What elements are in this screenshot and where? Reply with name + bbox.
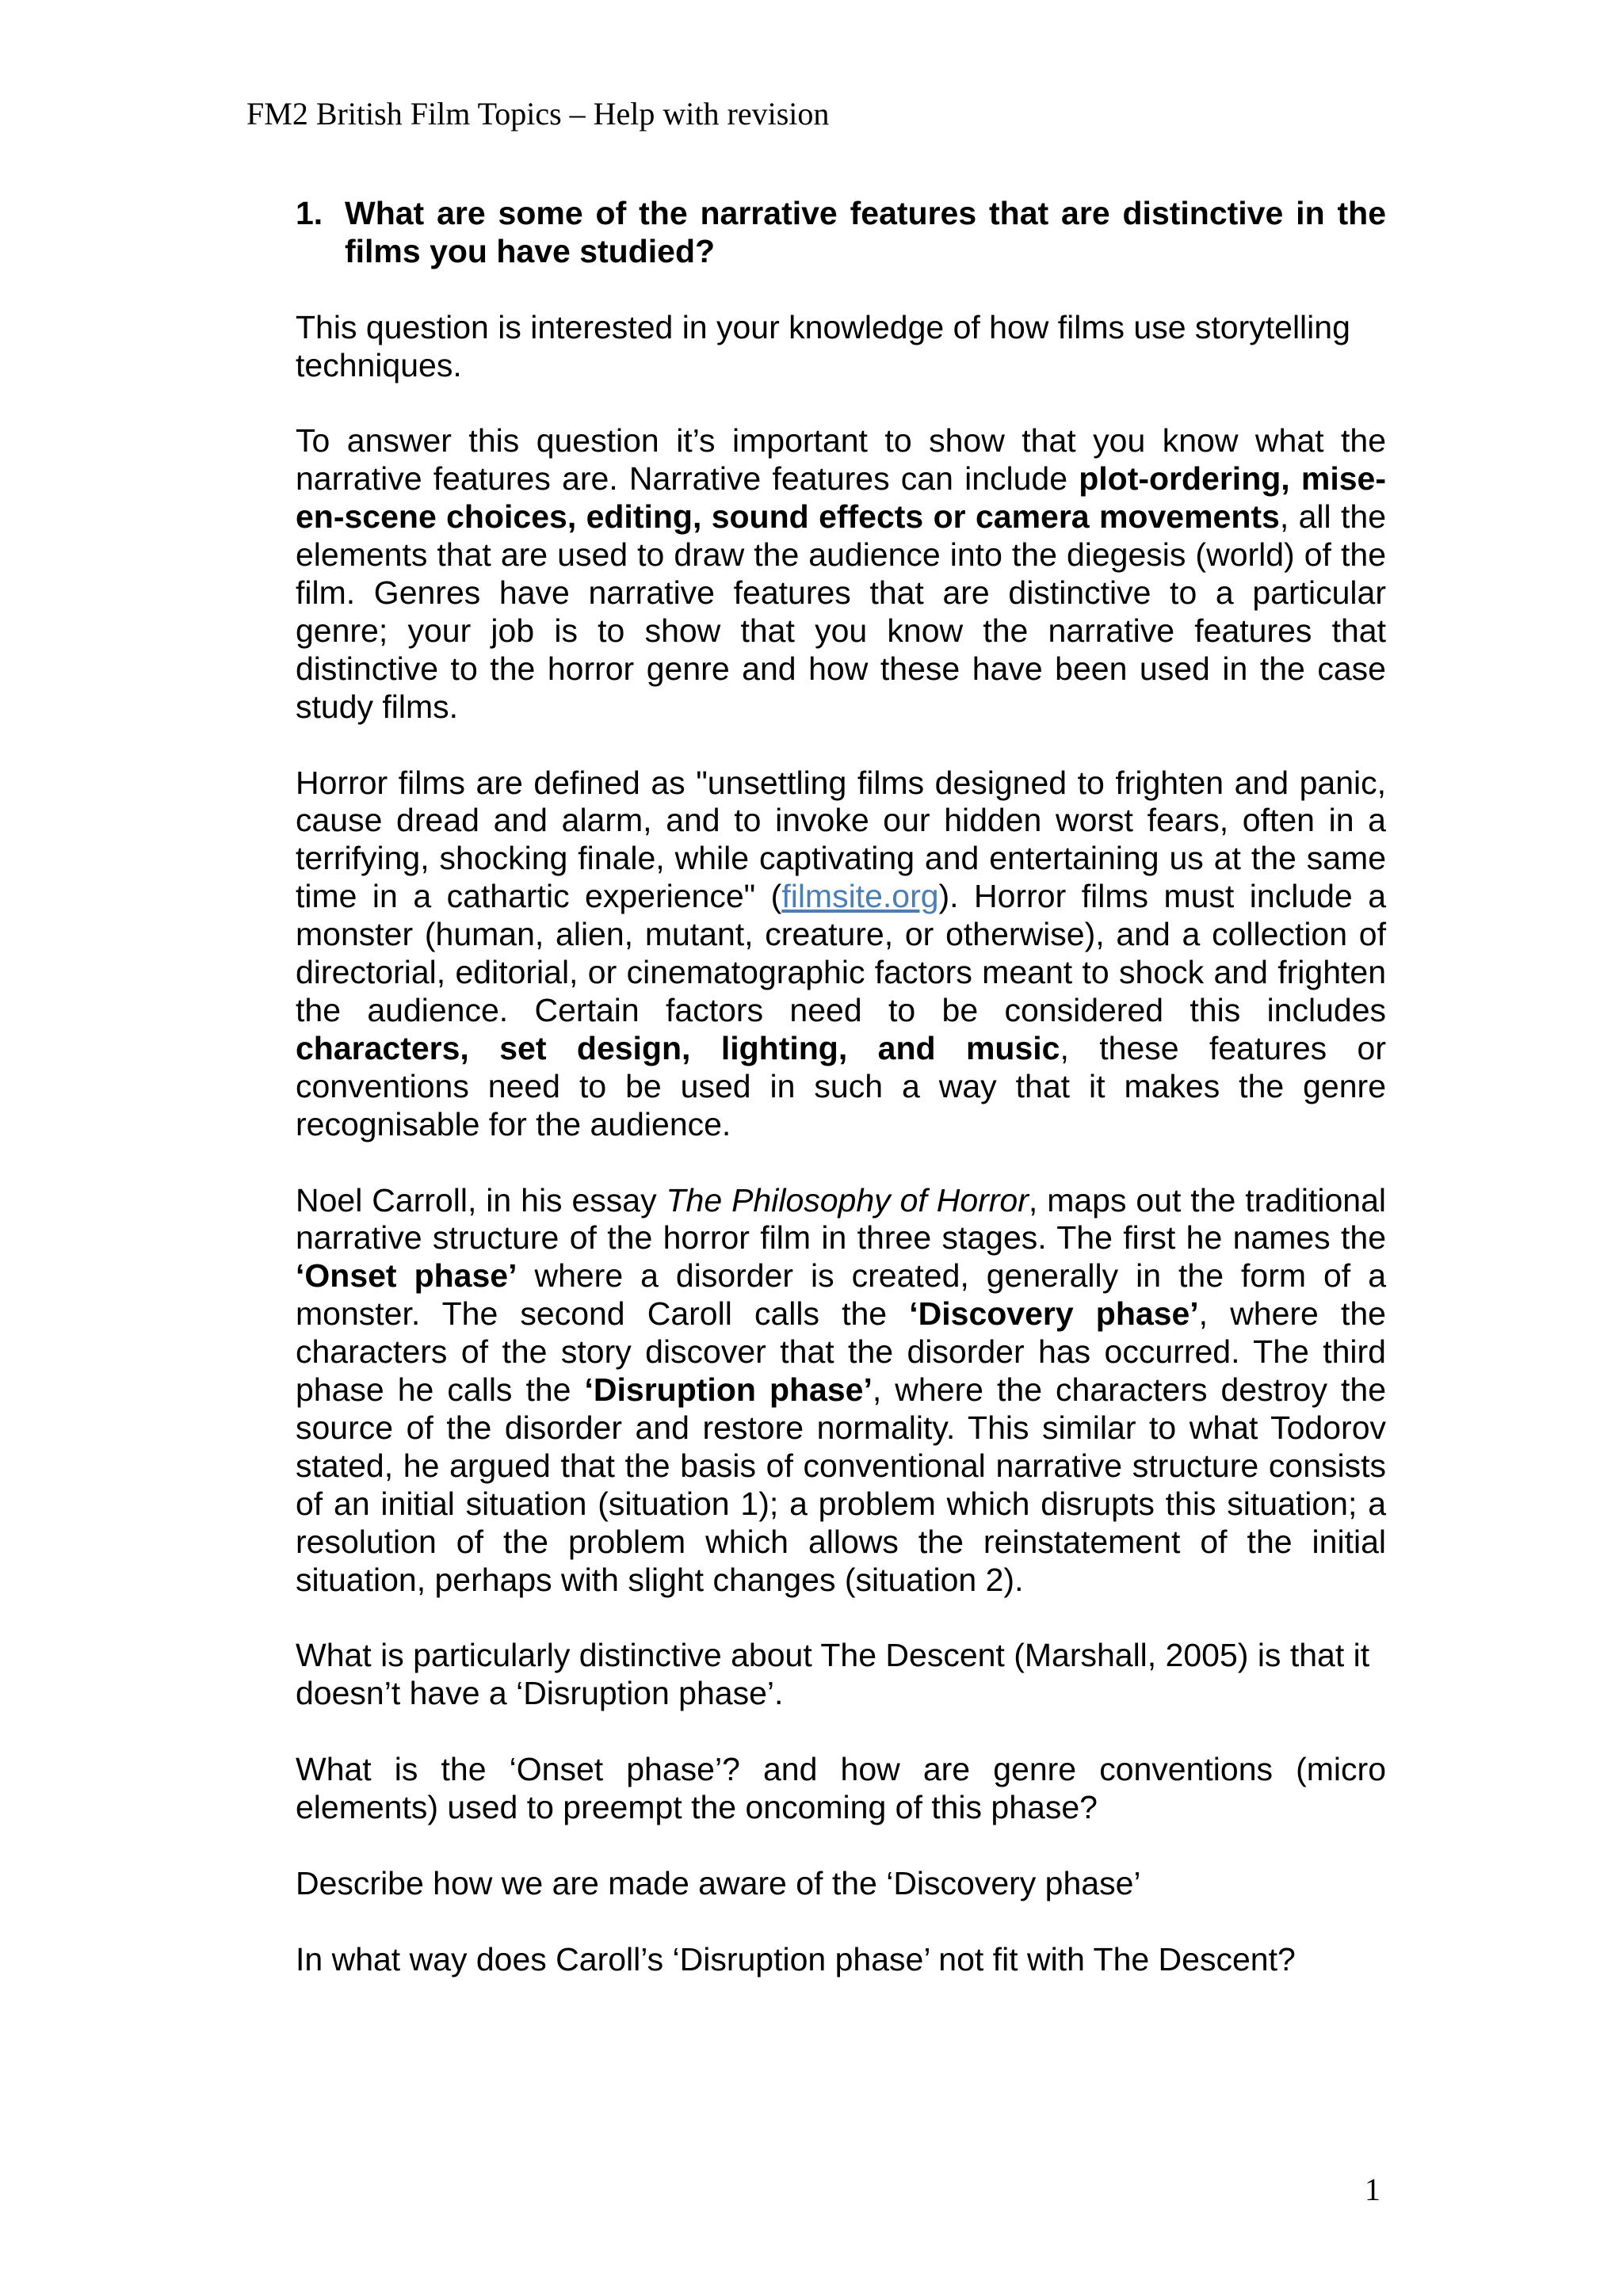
- paragraph-text: , these features or conventions need to be used in such a way that it makes the genre recognisable for the audience.: [296, 1029, 1386, 1142]
- paragraph-text: where a disorder is created, generally in the form of a monster. The second Caroll calls the: [296, 1257, 1386, 1333]
- document-body: [296, 195, 1386, 2016]
- paragraph-text: What is the ‘Onset phase’? and how are genre conventions (micro elements) used to preempt the oncoming of this phase?: [296, 1751, 1386, 1825]
- paragraph-text: What is particularly distinctive about The Descent (Marshall, 2005) is that it doesn’t have a ‘Disruption phase’.: [296, 1637, 1370, 1712]
- page-header: FM2 British Film Topics – Help with revision: [246, 96, 830, 132]
- essay-title: The Philosophy of Horror: [666, 1181, 1029, 1219]
- paragraph-text: To answer this question it’s important to show that you know what the narrative features are. Narrative features can include: [296, 422, 1386, 498]
- intro-text: This question is interested in your knowledge of how films use storytelling techniques.: [296, 308, 1350, 383]
- paragraph-text: , maps out the traditional narrative structure of the horror film in three stages. The first he names the: [296, 1181, 1387, 1257]
- paragraph-text: , where the characters of the story discover that the disorder has occurred. The third phase he calls the: [296, 1295, 1386, 1409]
- paragraph-text: , where the characters destroy the source of the disorder and restore normality. This similar to what Todorov stated, he argued that the basis of conventional narrative structure consists of an initial situation (situation 1); a problem which disrupts this situation; a resolution of the problem which allows the reinstatement of the initial situation, perhaps with slight changes (situation 2).: [296, 1371, 1386, 1598]
- carroll-paragraph: [296, 1182, 1386, 1600]
- paragraph-text: , all the elements that are used to draw the audience into the diegesis (world) of the film. Genres have narrative features that are distinctive to a particular genre; your job is to show that you know the narrative features that distinctive to the horror genre and how these have been used in the case study films.: [296, 498, 1386, 725]
- bold-factors: characters, set design, lighting, and music: [296, 1029, 1060, 1066]
- horror-definition-paragraph: [296, 765, 1386, 1144]
- paragraph-text: In what way does Caroll’s ‘Disruption phase’ not fit with The Descent?: [296, 1940, 1296, 1978]
- paragraph-text: ). Horror films must include a monster (human, alien, mutant, creature, or otherwise), and a collection of directorial, editorial, or cinematographic factors meant to shock and frighten the audience. Certain factors need to be considered this includes: [296, 878, 1386, 1028]
- page-number: 1: [1365, 2172, 1381, 2207]
- question-number: 1.: [296, 195, 323, 231]
- paragraph-text: Horror films are defined as "unsettling films designed to frighten and panic, cause dread and alarm, and to invoke our hidden worst fears, often in a terrifying, shocking finale, while captivating and entertaining us at the same time in a cathartic experience" (: [296, 764, 1386, 915]
- bold-disruption-phase: ‘Disruption phase’: [584, 1371, 873, 1409]
- bold-onset-phase: ‘Onset phase’: [296, 1257, 517, 1295]
- intro-paragraph: [296, 309, 1386, 385]
- discovery-question: [296, 1865, 1386, 1903]
- filmsite-link[interactable]: filmsite.org: [781, 878, 939, 915]
- bold-discovery-phase: ‘Discovery phase’: [909, 1295, 1199, 1333]
- question-text: What are some of the narrative features that are distinctive in the films you have studied?: [345, 195, 1386, 269]
- onset-question: [296, 1751, 1386, 1827]
- descent-paragraph: [296, 1637, 1386, 1713]
- paragraph-text: Describe how we are made aware of the ‘Discovery phase’: [296, 1864, 1141, 1901]
- disruption-question: [296, 1941, 1386, 1979]
- paragraph-text: Noel Carroll, in his essay: [296, 1181, 666, 1219]
- narrative-features-paragraph: [296, 422, 1386, 726]
- bold-narrative-features: plot-ordering, mise-en-scene choices, editing, sound effects or camera movements: [296, 460, 1386, 536]
- question-heading: [296, 195, 1386, 271]
